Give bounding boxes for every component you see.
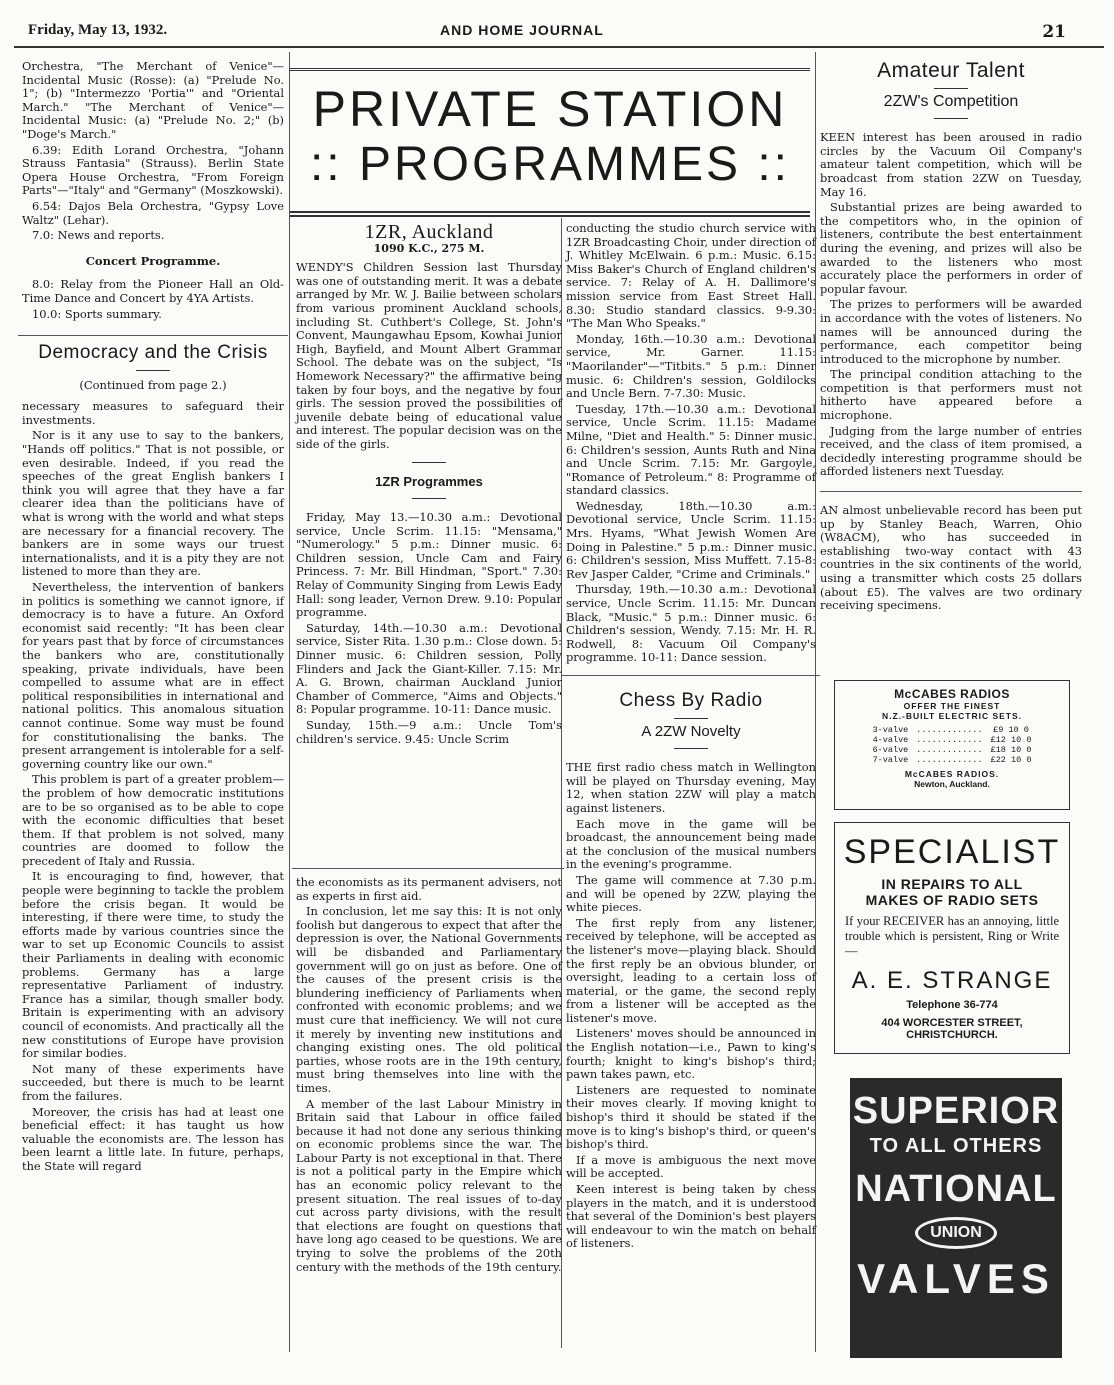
paragraph: It is encouraging to find, however, that people were beginning to tackle the problem before the crisis began. It would be interesting, if there were time, to study the efforts made by various countries since the war to set up Economic Councils to assist their Parliaments in dealing with economic problems. Germany has a large representative Parliament of industry. France has a similar, though smaller body. Britain is experimenting with an advisory council of economists. And practically all the new constitutions of Europe have provision for similar bodies. bbox=[22, 869, 284, 1061]
ad-brand: NATIONAL bbox=[855, 1168, 1057, 1210]
paragraph: 7.0: News and reports. bbox=[32, 228, 165, 243]
column-3 bbox=[566, 222, 816, 1253]
ad-phone: Telephone 36-774 bbox=[906, 999, 998, 1011]
column-2-top bbox=[296, 221, 562, 748]
header-rule bbox=[14, 46, 1104, 48]
paragraph: Nevertheless, the intervention of bankers in politics is something we cannot ignore, if democracy is to have a future. An Oxford economist said recently: "It has been clear for years past that by force of circumstances the bankers who are, constitutionally speaking, private individuals, have been compelled to assume what are in effect political responsibilities in international and national politics. This anomalous situation cannot continue. Some way must be found for constitutionalising the banks. The present arrangement is intolerable for a self-governing country like our own." bbox=[22, 580, 284, 771]
ad-line: IN REPAIRS TO ALL bbox=[881, 876, 1023, 892]
paragraph: Substantial prizes are being awarded to the competitors who, in the opinion of listeners, contribute the best entertainment during the evening, and prizes will also be awarded to the listeners who most accurately place the performers in order of popular favour. bbox=[820, 200, 1082, 296]
democracy-heading: Democracy and the Crisis bbox=[38, 342, 268, 364]
short-rule bbox=[674, 748, 708, 749]
short-rule bbox=[674, 718, 708, 719]
column-1 bbox=[22, 60, 284, 1176]
section-rule bbox=[562, 675, 820, 676]
paragraph: 6.54: Dajos Bela Orchestra, "Gypsy Love Waltz" (Lehar). bbox=[22, 198, 284, 227]
paragraph: THE first radio chess match in Wellington will be played on Thursday evening, May 12, when station 2ZW will play a match against listeners. bbox=[566, 760, 816, 815]
short-rule bbox=[136, 370, 170, 371]
column-rule-1 bbox=[289, 52, 290, 1352]
paragraph: Keen interest is being taken by chess players in the match, and it is understood that several of the Dominion's best players will endeavour to win the match on behalf of listeners. bbox=[566, 1182, 816, 1251]
paragraph: KEEN interest has been aroused in radio circles by the Vacuum Oil Company's amateur talent competition, which will be broadcast from station 2ZW on Tuesday, May 16. bbox=[820, 130, 1082, 199]
page-number: 21 bbox=[1042, 22, 1066, 42]
paragraph: The principal condition attaching to the competition is that performers must not hitherto have appeared before a microphone. bbox=[820, 367, 1082, 423]
paragraph: Thursday, 19th.—10.30 a.m.: Devotional service, Uncle Scrim. 11.15: Mr. Duncan Black, "Music." 5 p.m.: Dinner music. 6: Children's session, Wendy. 7.15: Mr. H. R. Rodwell, 8: Vacuum Oil Company's programme. 10-11: Dance session. bbox=[566, 582, 816, 665]
paragraph: The first reply from any listener, received by telephone, will be accepted as the listener's move—playing black. Should the first reply be an obvious blunder, or oversight, leading to a certain loss of material, or the game, the second reply from a listener will be accepted as the listener's move. bbox=[566, 915, 816, 1025]
dots: ............. bbox=[916, 735, 983, 745]
programmes-banner bbox=[290, 68, 810, 217]
paragraph: The prizes to performers will be awarded in accordance with the votes of listeners. No names will be announced during the performance, each competitor being introduced to the microphone by number. bbox=[820, 297, 1082, 366]
banner-line-2: :: PROGRAMMES :: bbox=[309, 138, 791, 191]
table-row bbox=[869, 735, 1036, 745]
paragraph: If a move is ambiguous the next move will be accepted. bbox=[566, 1152, 816, 1181]
paragraph: Tuesday, 17th.—10.30 a.m.: Devotional service, Uncle Scrim. 11.15: Madame Milne, "Diet and Health." 5: Dinner music. 6: Children's session, Aunts Ruth and Nina and Uncle Scrim. 7.15: Mr. Gargoyle, "Romance of Petroleum." 8: Programme of standard classics. bbox=[566, 401, 816, 498]
ad-address: 404 WORCESTER STREET, bbox=[881, 1017, 1023, 1029]
ad-title: McCABES RADIOS bbox=[894, 687, 1010, 701]
model-cell: 4-valve bbox=[872, 735, 909, 745]
column-2-bottom bbox=[296, 876, 562, 1276]
station-heading: 1ZR, Auckland bbox=[364, 221, 494, 243]
dots: ............. bbox=[916, 745, 983, 755]
amateur-heading: Amateur Talent bbox=[877, 59, 1025, 82]
price-cell: £12 10 0 bbox=[990, 735, 1032, 745]
dots: ............. bbox=[916, 755, 983, 765]
paragraph: Orchestra, "The Merchant of Venice"—Incidental Music (Rosse): (a) "Prelude No. 1"; (b) "Intermezzo 'Portia'" and "Oriental March." "The Merchant of Venice"—Incidental Music: (a) "Prelude No. 2;" (b) "Doge's March." bbox=[22, 59, 284, 141]
paragraph: Saturday, 14th.—10.30 a.m.: Devotional service, Sister Rita. 1.30 p.m.: Close down. 5: Dinner music. 6: Children session, Polly Flinders and Jack the Giant-Killer. 7.15: Mr. A. G. Brown, chairman Auckland Junior Chamber of Commerce, "Aims and Objects." 8: Popular programme. 10-11: Dance music. bbox=[296, 620, 562, 717]
national-valves-advertisement bbox=[850, 1078, 1062, 1358]
mccabes-advertisement bbox=[834, 680, 1070, 810]
ad-headline: SUPERIOR bbox=[852, 1090, 1060, 1132]
banner-line-1: PRIVATE STATION bbox=[312, 81, 788, 137]
paragraph: Monday, 16th.—10.30 a.m.: Devotional service, Mr. Garner. 11.15: "Maorilander"—"Titbits." 5 p.m.: Dinner music. 6: Children's session, Goldilocks and Uncle Bern. 7-7.30: Music. bbox=[566, 331, 816, 401]
paragraph: AN almost unbelievable record has been put up by Stanley Beach, Warren, Ohio (W8ACM), who has succeeded in establishing two-way contact with 43 countries in the six continents of the world, using a transmitter which costs 25 dollars (about £5). The valves are two ordinary receiving specimens. bbox=[820, 503, 1082, 613]
model-cell: 7-valve bbox=[872, 755, 909, 765]
table-row bbox=[869, 755, 1036, 765]
paragraph: Nor is it any use to say to the bankers, "Hands off politics." That is not possible, or even desirable. Indeed, if you read the speeches of the great English bankers I think you will agree that they have a far clearer idea than the politicians have of what is wrong with the world and what steps are necessary for a financial recovery. The bankers are in some ways our truest internationalists, and it is a pity they are not listened to more than they are. bbox=[22, 428, 284, 579]
paragraph: Listeners are requested to nominate their moves clearly. If moving knight to bishop's third it should be stated if the move is to king's bishop's third, or queen's bishop's third. bbox=[566, 1082, 816, 1152]
chess-subheading: A 2ZW Novelty bbox=[641, 722, 741, 740]
continued-note: (Continued from page 2.) bbox=[79, 377, 227, 392]
union-logo: UNION bbox=[915, 1217, 997, 1249]
ad-line: TO ALL OTHERS bbox=[869, 1135, 1043, 1157]
price-table bbox=[869, 725, 1036, 765]
model-cell: 3-valve bbox=[872, 725, 909, 735]
paragraph: 6.39: Edith Lorand Orchestra, "Johann Strauss Fantasia" (Strauss). Berlin State Opera House Orchestra, "From Foreign Parts"—"Italy" and "Germany" (Moszkowski). bbox=[22, 142, 284, 198]
paragraph: Wednesday, 18th.—10.30 a.m.: Devotional service, Uncle Scrim. 11.15: Mrs. Hyams, "What Jewish Women Are Doing in Palestine." 5 p.m.: Dinner music. 6: Children's session, Miss Muffett. 7.15-8: Rev Jasper Calder, "Crime and Criminals." bbox=[566, 498, 816, 581]
section-rule bbox=[820, 491, 1082, 492]
ad-address: CHRISTCHURCH. bbox=[906, 1029, 998, 1041]
short-rule bbox=[412, 498, 446, 499]
issue-date: Friday, May 13, 1932. bbox=[28, 22, 168, 38]
ad-body: If your RECEIVER has an annoying, little trouble which is persistent, Ring or Write— bbox=[845, 914, 1059, 958]
ad-title: SPECIALIST bbox=[843, 833, 1061, 871]
ad-product: VALVES bbox=[857, 1255, 1055, 1302]
column-4 bbox=[820, 59, 1082, 615]
paragraph: 8.0: Relay from the Pioneer Hall an Old-Time Dance and Concert by 4YA Artists. bbox=[22, 277, 284, 305]
concert-heading: Concert Programme. bbox=[85, 253, 221, 268]
paragraph: In conclusion, let me say this: It is not only foolish but dangerous to expect that after the depression is over, the National Governments will be disbanded and Parliamentary government will go on just as before. One of the causes of the present crisis is the blundering inefficiency of Parliaments when confronted with economic problems; and we must cure that inefficiency. We will not cure it merely by inventing new institutions and changing existing ones. The old political parties, whose roots are in the 19th century, must bring themselves into line with the times. bbox=[296, 904, 562, 1095]
table-row bbox=[869, 745, 1036, 755]
paragraph: Friday, May 13.—10.30 a.m.: Devotional service, Uncle Scrim. 11.15: "Mensama," "Numerology." 5 p.m.: Dinner music. 6: Children session, Uncle Cam and Fairy Princess. 7: Mr. Bill Hindman, "Sport." 7.30: Relay of Community Singing from Lewis Eady Hall: song leader, Vernon Drew. 9.10: Popular programme. bbox=[296, 510, 562, 620]
paragraph: WENDY'S Children Session last Thursday was one of outstanding merit. It was a debate arranged by Mr. W. J. Bailie between scholars from various prominent Auckland schools, including St. Cuthbert's College, St. John's Convent, Maungawhau Epsom, Kowhai Junior High, Bayfield, and Mount Albert Grammar School. The debate was on the subject, "Is Homework Necessary?" the affirmative being taken by four boys, and the negative by four girls. The session proved the possibilities of juvenile debate being of educational value and interest. The popular decision was on the side of the girls. bbox=[296, 260, 562, 451]
journal-title: AND HOME JOURNAL bbox=[440, 22, 604, 38]
paragraph: Moreover, the crisis has had at least one beneficial effect: it has taught us how valuable the economists are. The lesson has been learnt a little late. In future, perhaps, the State will regard bbox=[22, 1104, 284, 1173]
paragraph: Sunday, 15th.—9 a.m.: Uncle Tom's children's service. 9.45: Uncle Scrim bbox=[296, 718, 562, 746]
ad-line: MAKES OF RADIO SETS bbox=[865, 892, 1039, 908]
table-row bbox=[869, 725, 1036, 735]
price-cell: £22 10 0 bbox=[990, 755, 1032, 765]
paragraph: A member of the last Labour Ministry in Britain said that Labour in office failed because it had not done any serious thinking on economic problems since the war. The Labour Party is not exceptional in that. There is not a political party in the Empire which has an economic policy relevant to the present situation. The real issues of to-day cut across party divisions, with the result that elections are fought on questions that have long ago ceased to be questions. We are trying to solve the problems of the 20th century with the methods of the 19th century. bbox=[296, 1096, 562, 1274]
paragraph: The game will commence at 7.30 p.m. and will be opened by 2ZW, playing the white pieces. bbox=[566, 872, 816, 915]
programmes-heading: 1ZR Programmes bbox=[375, 473, 483, 489]
paragraph: conducting the studio church service with 1ZR Broadcasting Choir, under direction of J. Whitley McElwain. 6 p.m.: Music. 6.15: Miss Baker's Church of England children's service. 7: Relay of A. H. Dallimore's mission service from East Street Hall. 8.30: Studio standard classics. 9-9.30: "The Man Who Speaks." bbox=[566, 221, 816, 331]
price-cell: £18 10 0 bbox=[990, 745, 1032, 755]
ad-name: A. E. STRANGE bbox=[851, 967, 1053, 994]
paragraph: This problem is part of a greater problem—the problem of how democratic institutions are to be so organised as to be able to cope with the economic difficulties that beset them. If that problem is not solved, many countries are doomed to follow the precedent of Italy and Russia. bbox=[22, 772, 284, 868]
ad-line: N.Z.-BUILT ELECTRIC SETS. bbox=[881, 711, 1023, 721]
ad-line: OFFER THE FINEST bbox=[903, 701, 1001, 711]
section-rule bbox=[292, 868, 564, 869]
paragraph: Not many of these experiments have succeeded, but there is much to be learnt from the failures. bbox=[22, 1061, 284, 1103]
short-rule bbox=[934, 88, 968, 89]
paragraph: necessary measures to safeguard their investments. bbox=[22, 399, 284, 427]
paragraph: Each move in the game will be broadcast, the announcement being made at the conclusion of the musical numbers in the evening's programme. bbox=[566, 816, 816, 872]
paragraph: Judging from the large number of entries received, and the class of item promised, a decidedly interesting programme should be afforded listeners next Tuesday. bbox=[820, 423, 1082, 479]
specialist-advertisement bbox=[834, 822, 1070, 1054]
ad-footer: Newton, Auckland. bbox=[914, 779, 990, 789]
paragraph: Listeners' moves should be announced in the English notation—i.e., Pawn to king's fourth; knight to king's bishop's third; pawn takes pawn, etc. bbox=[566, 1026, 816, 1082]
ad-footer: McCABES RADIOS. bbox=[904, 769, 1000, 779]
station-frequency: 1090 K.C., 275 M. bbox=[373, 241, 485, 255]
model-cell: 6-valve bbox=[872, 745, 909, 755]
price-cell: £9 10 0 bbox=[993, 725, 1029, 735]
chess-heading: Chess By Radio bbox=[619, 690, 763, 711]
dots: ............. bbox=[916, 725, 983, 735]
short-rule bbox=[934, 118, 968, 119]
paragraph: the economists as its permanent advisers, not as experts in first aid. bbox=[296, 875, 562, 903]
short-rule bbox=[412, 462, 446, 463]
amateur-subheading: 2ZW's Competition bbox=[883, 92, 1019, 110]
paragraph: 10.0: Sports summary. bbox=[32, 306, 162, 321]
section-rule bbox=[18, 335, 288, 336]
